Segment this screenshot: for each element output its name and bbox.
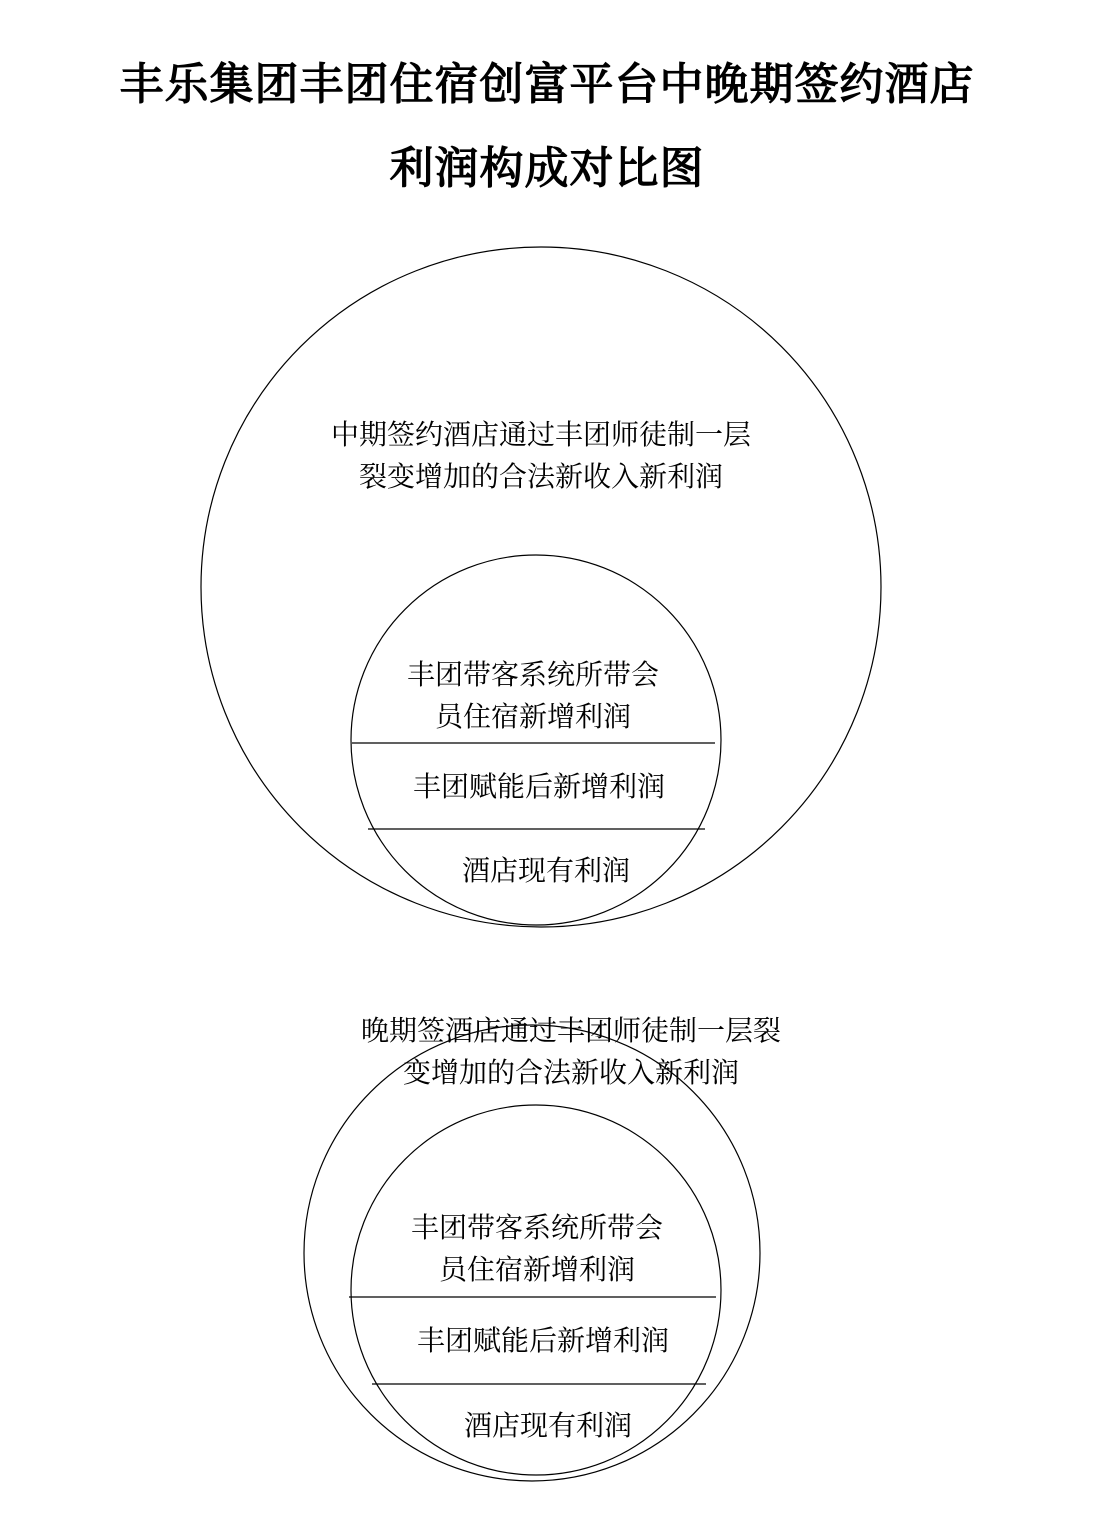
page-title-line-2: 利润构成对比图: [389, 143, 705, 194]
member-stay-profit-line-1: 丰团带客系统所带会: [406, 658, 659, 691]
outer-label-lateterm: [271, 1010, 871, 1094]
existing-profit-label-midterm: 酒店现有利润: [461, 854, 630, 887]
member-stay-profit-line-2: 员住宿新增利润: [438, 1253, 635, 1286]
member-stay-profit-line-1: 丰团带客系统所带会: [410, 1211, 663, 1244]
page-title-line-1: 丰乐集团丰团住宿创富平台中晚期签约酒店: [119, 59, 975, 110]
member-stay-profit-label-midterm: [333, 654, 733, 738]
outer-label-midterm: [241, 414, 841, 498]
member-stay-profit-label-lateterm: [337, 1207, 737, 1291]
empowerment-profit-label-midterm: 丰团赋能后新增利润: [412, 770, 665, 803]
outer-circle-midterm: [201, 247, 881, 927]
empowerment-profit-label-lateterm: 丰团赋能后新增利润: [416, 1324, 669, 1357]
outer-label-midterm-line-2: 裂变增加的合法新收入新利润: [358, 460, 723, 493]
member-stay-profit-line-2: 员住宿新增利润: [434, 700, 631, 733]
outer-label-midterm-line-1: 中期签约酒店通过丰团师徒制一层: [330, 418, 751, 451]
existing-profit-label-lateterm: 酒店现有利润: [463, 1409, 632, 1442]
outer-label-lateterm-line-1: 晚期签酒店通过丰团师徒制一层裂: [360, 1014, 781, 1047]
outer-label-lateterm-line-2: 变增加的合法新收入新利润: [402, 1056, 739, 1089]
